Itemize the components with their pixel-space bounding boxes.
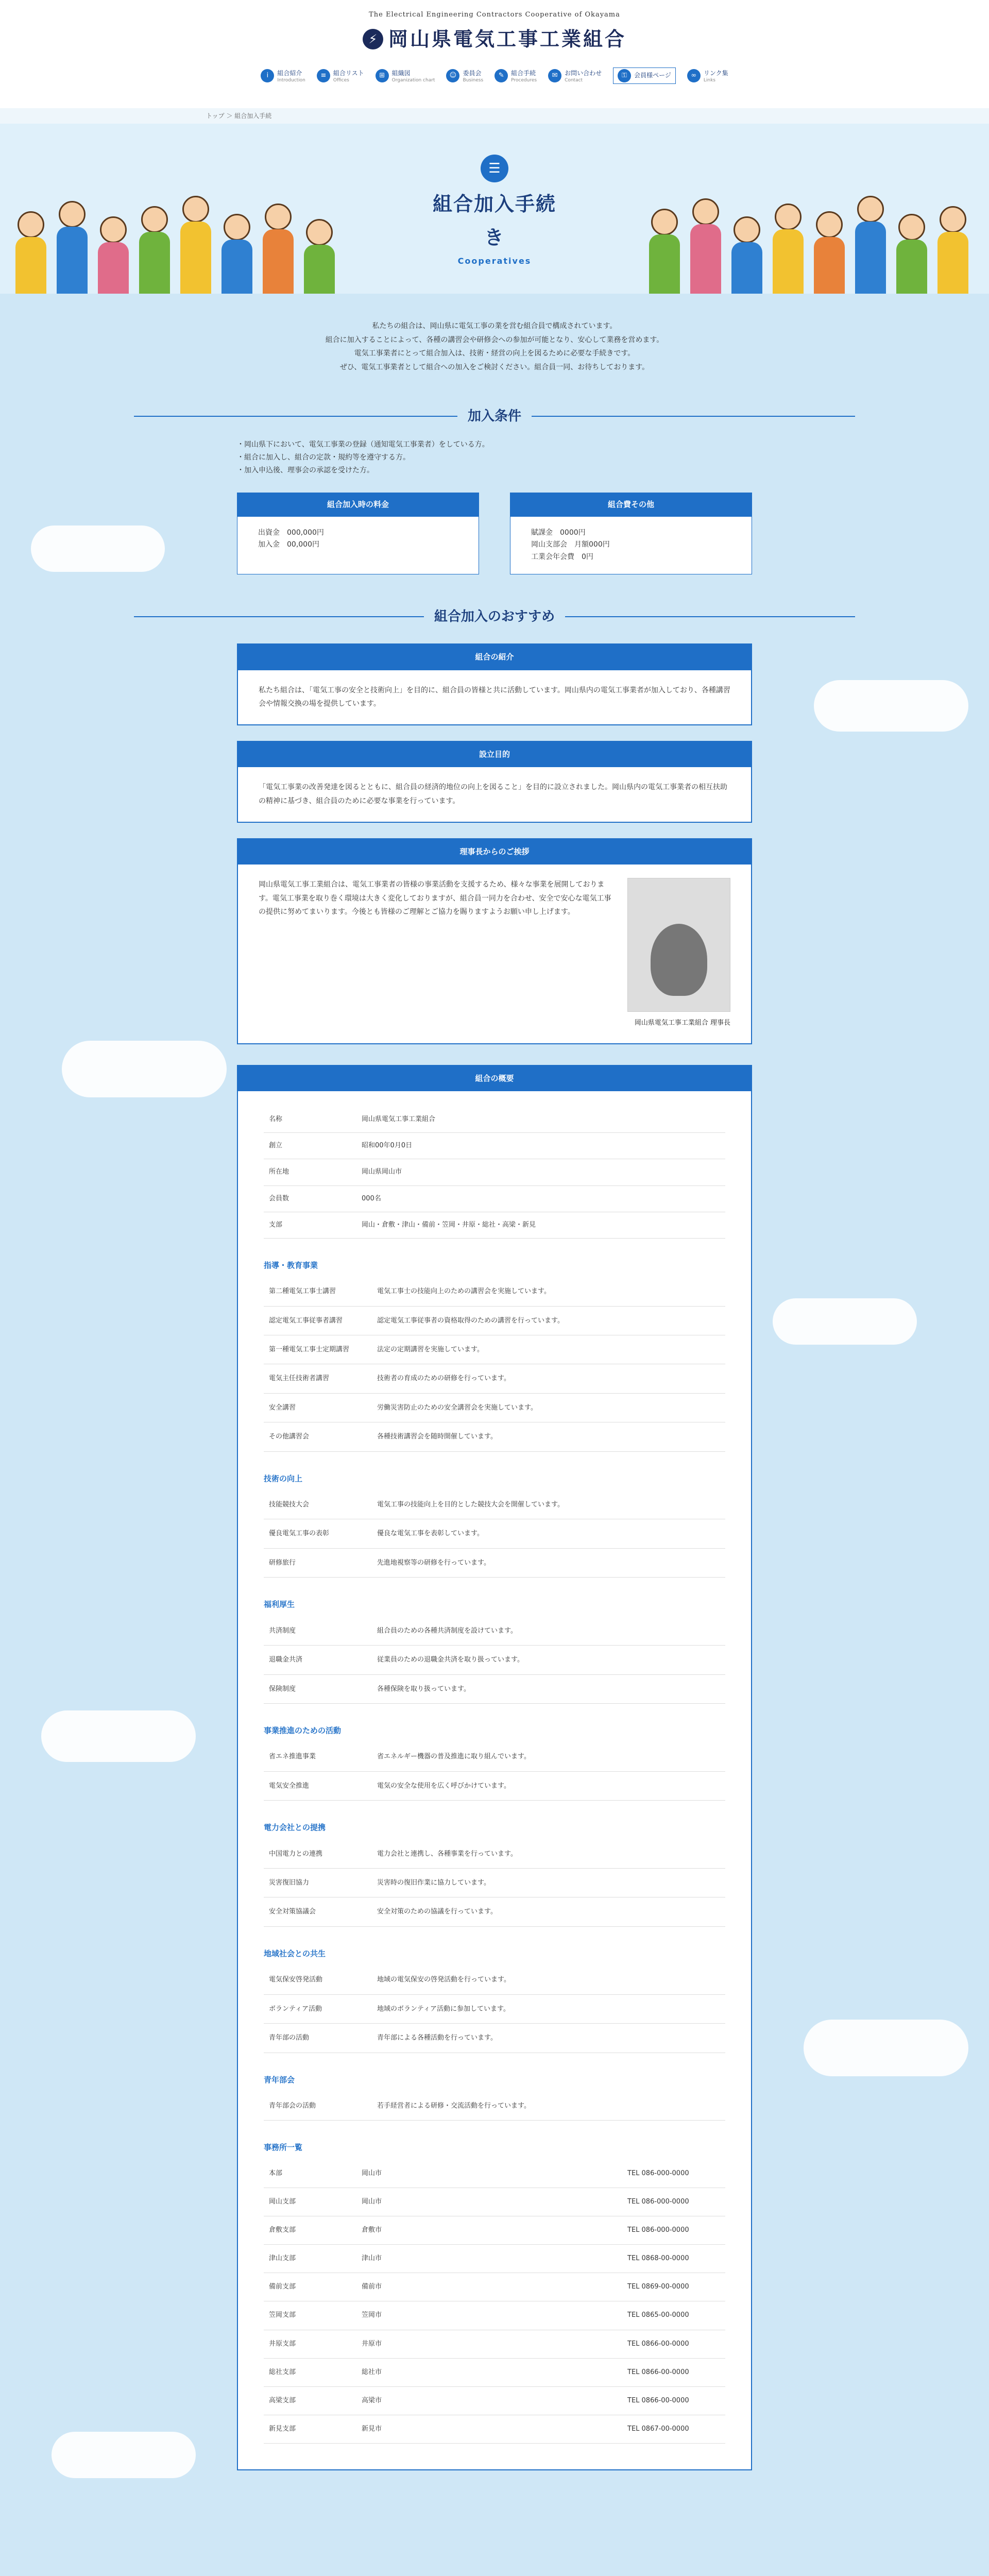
office-row [264,2386,725,2415]
office-row [264,2358,725,2386]
person-illustration [221,214,252,294]
page-title-block [428,155,561,268]
office-tel: TEL 086-000-0000 [622,2216,725,2245]
nav-introduction[interactable] [261,67,305,84]
table-key: 第一種電気工事士定期講習 [264,1335,372,1364]
office-name: 本部 [264,2160,356,2188]
conditions-text [237,438,752,478]
person-illustration [731,216,762,294]
office-address: 倉敷市 [356,2216,622,2245]
intro-line: 組合に加入することによって、各種の講習会や研修会への参加が可能となり、安心して業務を営めます。 [325,335,664,344]
basic-info-table [264,1107,725,1238]
table-row [264,1519,725,1548]
office-row [264,2216,725,2245]
table-row [264,1490,725,1519]
group-table [264,2092,725,2121]
header-logo[interactable] [363,23,626,56]
table-row [264,1869,725,1897]
table-key: 共済制度 [264,1617,372,1646]
table-key: 電気安全推進 [264,1771,372,1800]
section-heading-recommend [134,605,855,628]
table-value: 電気の安全な使用を広く呼びかけています。 [372,1771,725,1800]
condition-line: ・加入申込後、理事会の承認を受けた方。 [237,466,374,474]
clipboard-icon: ☰ [481,155,508,182]
table-key: 保険制度 [264,1674,372,1703]
table-row [264,1422,725,1451]
table-row [264,1364,725,1393]
table-value: 組合員のための各種共済制度を設けています。 [372,1617,725,1646]
table-row [264,1897,725,1926]
table-key: 電気主任技術者講習 [264,1364,372,1393]
table-value: 従業員のための退職金共済を取り扱っています。 [372,1646,725,1674]
info-icon: i [261,69,274,82]
group-title: 技術の向上 [264,1473,303,1483]
intro-panel [237,643,752,725]
office-name: 井原支部 [264,2330,356,2358]
table-key: 省エネ推進事業 [264,1742,372,1771]
main-content [0,319,989,2470]
intro-line: ぜひ、電気工事業者として組合への加入をご検討ください。組合員一同、お待ちしております。 [339,363,650,371]
table-key: 青年部の活動 [264,2024,372,2053]
office-address: 井原市 [356,2330,622,2358]
table-row [264,1840,725,1869]
office-tel: TEL 0866-00-0000 [622,2330,725,2358]
office-name: 総社支部 [264,2358,356,2386]
overview-panel [237,1065,752,2470]
table-value: 各種技術講習会を随時開催しています。 [372,1422,725,1451]
table-row [264,1159,725,1185]
table-key: 認定電気工事従事者講習 [264,1306,372,1335]
table-key: 支部 [264,1212,356,1238]
person-illustration [304,219,335,294]
chairman-photo [627,878,730,1012]
table-value: 岡山県電気工事工業組合 [356,1107,725,1133]
table-key: 所在地 [264,1159,356,1185]
person-illustration [773,204,804,294]
table-row [264,1335,725,1364]
table-key: 優良電気工事の表彰 [264,1519,372,1548]
section-title: 加入条件 [468,409,522,425]
person-illustration [937,206,968,294]
global-nav [0,67,989,84]
nav-label: お問い合わせ [565,69,602,77]
join-fee-box [237,493,479,574]
nav-member-page[interactable] [613,67,676,84]
table-value: 000名 [356,1185,725,1212]
table-key: 退職金共済 [264,1646,372,1674]
hero [0,124,989,294]
office-address: 津山市 [356,2245,622,2273]
table-value: 災害時の復旧作業に協力しています。 [372,1869,725,1897]
nav-label: 組織図 [391,69,411,77]
chairman-signature: 岡山県電気工事工業組合 理事長 [634,1019,730,1027]
table-row [264,1674,725,1703]
nav-procedures[interactable] [494,67,537,84]
office-address: 備前市 [356,2273,622,2301]
fee-line: 加入金 00,000円 [258,540,319,549]
office-name: 津山支部 [264,2245,356,2273]
section-heading-conditions [134,405,855,428]
other-fee-box [510,493,752,574]
person-illustration [690,198,721,294]
office-address: 総社市 [356,2358,622,2386]
table-key: 創立 [264,1133,356,1159]
panel-title: 設立目的 [238,742,751,768]
fee-line: 賦課金 0000円 [531,528,586,537]
lock-icon: ⚿ [618,69,631,82]
office-row [264,2301,725,2330]
group-title: 青年部会 [264,2075,295,2084]
intro-line: 私たちの組合は、岡山県に電気工事の業を営む組合員で構成されています。 [372,322,617,330]
office-name: 高梁支部 [264,2386,356,2415]
office-name: 倉敷支部 [264,2216,356,2245]
table-value: 青年部による各種活動を行っています。 [372,2024,725,2053]
table-value: 優良な電気工事を表彰しています。 [372,1519,725,1548]
condition-line: ・岡山県下において、電気工事業の登録（通知電気工事業者）をしている方。 [237,440,489,449]
breadcrumb[interactable]: トップ ＞ 組合加入手続 [0,108,989,124]
table-key: 電気保安啓発活動 [264,1965,372,1994]
nav-label: 委員会 [463,69,482,77]
table-value: 先進地視察等の研修を行っています。 [372,1548,725,1577]
office-tel: TEL 0868-00-0000 [622,2245,725,2273]
table-row [264,1617,725,1646]
table-value: 地域の電気保安の啓発活動を行っています。 [372,1965,725,1994]
table-row [264,1277,725,1306]
table-key: 災害復旧協力 [264,1869,372,1897]
office-name: 岡山支部 [264,2188,356,2216]
office-row [264,2330,725,2358]
office-tel: TEL 086-000-0000 [622,2188,725,2216]
group-title: 指導・教育事業 [264,1260,318,1270]
nav-business[interactable] [446,67,483,84]
nav-sub: Business [463,77,484,83]
table-value: 技術者の育成のための研修を行っています。 [372,1364,725,1393]
org-chart-icon: ⊞ [376,69,389,82]
table-row [264,1548,725,1577]
message-panel [237,838,752,1044]
table-value: 電気工事士の技能向上のための講習会を実施しています。 [372,1277,725,1306]
office-name: 新見支部 [264,2415,356,2443]
table-value: 昭和00年0月0日 [356,1133,725,1159]
nav-sub: Offices [333,77,349,83]
table-value: 労働災害防止のための安全講習会を実施しています。 [372,1393,725,1422]
page-subtitle: Cooperatives [457,256,532,266]
fee-box-title: 組合加入時の料金 [237,493,479,517]
nav-sub: Procedures [511,77,537,83]
table-key: 技能競技大会 [264,1490,372,1519]
person-illustration [263,204,294,294]
nav-sub: Contact [565,77,583,83]
fee-line: 工業会年会費 0円 [531,553,593,562]
office-row [264,2245,725,2273]
fee-line: 出資金 000,000円 [258,528,324,537]
intro-line: 電気工事業者にとって組合加入は、技術・経営の向上を図るために必要な手続きです。 [354,349,635,358]
panel-title: 組合の概要 [238,1066,751,1092]
condition-line: ・組合に加入し、組合の定款・規約等を遵守する方。 [237,453,410,462]
office-row [264,2188,725,2216]
table-value: 認定電気工事従事者の資格取得のための講習を行っています。 [372,1306,725,1335]
group-table [264,1490,725,1578]
table-row [264,1771,725,1800]
person-illustration [98,216,129,294]
nav-label: リンク集 [703,69,728,77]
table-key: 会員数 [264,1185,356,1212]
header-org-name: 岡山県電気工事工業組合 [388,27,626,51]
person-illustration [57,201,88,294]
table-key: 研修旅行 [264,1548,372,1577]
person-illustration [180,196,211,294]
office-row [264,2273,725,2301]
office-tel: TEL 0866-00-0000 [622,2358,725,2386]
table-value: 岡山・倉敷・津山・備前・笠岡・井原・総社・高梁・新見 [356,1212,725,1238]
table-key: 名称 [264,1107,356,1133]
group-title: 電力会社との提携 [264,1823,326,1833]
group-title: 地域社会との共生 [264,1948,326,1958]
table-key: 青年部会の活動 [264,2092,372,2121]
nav-label: 組合紹介 [277,69,302,77]
nav-label: 組合手続 [511,69,536,77]
panel-text: 私たち組合は、「電気工事の安全と技術向上」を目的に、組合員の皆様と共に活動しています。岡山県内の電気工事業者が加入しており、各種講習会や情報交換の場を提供しています。 [259,686,730,708]
office-tel: TEL 086-000-0000 [622,2160,725,2188]
table-value: 電気工事の技能向上を目的とした競技大会を開催しています。 [372,1490,725,1519]
nav-label: 組合リスト [333,69,364,77]
office-tel: TEL 0865-00-0000 [622,2301,725,2330]
office-address: 岡山市 [356,2160,622,2188]
table-row [264,1646,725,1674]
nav-sub: Introduction [277,77,305,83]
list-icon: ≡ [317,69,330,82]
office-row [264,2415,725,2443]
office-name: 備前支部 [264,2273,356,2301]
nav-links[interactable] [687,67,728,84]
table-key: 安全講習 [264,1393,372,1422]
table-row [264,2024,725,2053]
header-brand [0,0,989,56]
intro-text [185,319,804,374]
group-table [264,1965,725,2053]
section-title: 組合加入のおすすめ [434,609,555,625]
group-table [264,1742,725,1801]
person-illustration [814,211,845,294]
link-icon: ∞ [687,69,701,82]
panel-text: 「電気工事業の改善発達を図るとともに、組合員の経済的地位の向上を図ること」を目的に設立されました。岡山県内の電気工事業者の相互扶助の精神に基づき、組合員のために必要な事業を行っています。 [259,783,727,805]
nav-sub: Links [703,77,715,83]
message-text: 岡山県電気工事工業組合は、電気工事業者の皆様の事業活動を支援するため、様々な事業を展開しております。電気工事業を取り巻く環境は大きく変化しておりますが、組合員一同力を合わせ、安全で安心な電気工事の提供に努めてまいります。今後とも皆様のご理解とご協力を賜りますようお願い申し上げます。 [259,880,611,917]
table-row [264,1212,725,1238]
lightning-logo-icon: ⚡ [363,29,383,49]
table-value: 電力会社と連携し、各種事業を行っています。 [372,1840,725,1869]
people-icon: ☺ [446,69,459,82]
table-key: ボランティア活動 [264,1994,372,2023]
table-row [264,2092,725,2121]
group-table [264,1617,725,1704]
table-key: 安全対策協議会 [264,1897,372,1926]
office-tel: TEL 0869-00-0000 [622,2273,725,2301]
site-header [0,0,989,124]
nav-organization[interactable] [376,67,435,84]
office-tel: TEL 0867-00-0000 [622,2415,725,2443]
office-address: 新見市 [356,2415,622,2443]
panel-title: 組合の紹介 [238,645,751,670]
mail-icon: ✉ [548,69,561,82]
group-table [264,1840,725,1927]
table-row [264,1107,725,1133]
group-title: 事業推進のための活動 [264,1725,342,1735]
table-value: 安全対策のための協議を行っています。 [372,1897,725,1926]
office-tel: TEL 0866-00-0000 [622,2386,725,2415]
business-groups [264,1259,725,2121]
person-illustration [15,211,46,294]
group-title: 福利厚生 [264,1600,295,1609]
person-illustration [855,196,886,294]
table-row [264,1742,725,1771]
nav-sub: Organization chart [391,77,435,83]
document-icon: ✎ [494,69,508,82]
offices-title: 事務所一覧 [264,2143,303,2153]
table-row [264,1994,725,2023]
office-row [264,2160,725,2188]
table-key: 中国電力との連携 [264,1840,372,1869]
table-row [264,1133,725,1159]
purpose-panel [237,741,752,823]
table-row [264,1185,725,1212]
table-key: その他講習会 [264,1422,372,1451]
office-address: 岡山市 [356,2188,622,2216]
office-address: 笠岡市 [356,2301,622,2330]
table-value: 各種保険を取り扱っています。 [372,1674,725,1703]
nav-offices[interactable] [317,67,364,84]
table-value: 法定の定期講習を実施しています。 [372,1335,725,1364]
table-key: 第二種電気工事士講習 [264,1277,372,1306]
office-address: 高梁市 [356,2386,622,2415]
group-table [264,1277,725,1451]
fee-box-title: 組合費その他 [510,493,752,517]
page-title: 組合加入手続き [432,193,556,249]
table-value: 地域のボランティア活動に参加しています。 [372,1994,725,2023]
person-illustration [139,206,170,294]
fee-boxes [237,493,752,574]
person-illustration [649,209,680,294]
table-value: 省エネルギー機器の普及推進に取り組んでいます。 [372,1742,725,1771]
person-illustration [896,214,927,294]
table-row [264,1306,725,1335]
nav-label: 会員様ページ [634,72,671,79]
table-row [264,1965,725,1994]
fee-line: 岡山支部会 月額000円 [531,540,610,549]
header-english-name: The Electrical Engineering Contractors Cooperative of Okayama [369,11,620,19]
table-value: 若手経営者による研修・交流活動を行っています。 [372,2092,725,2121]
office-name: 笠岡支部 [264,2301,356,2330]
table-value: 岡山県岡山市 [356,1159,725,1185]
table-row [264,1393,725,1422]
nav-contact[interactable] [548,67,602,84]
offices-table [264,2160,725,2444]
panel-title: 理事長からのご挨拶 [238,839,751,865]
